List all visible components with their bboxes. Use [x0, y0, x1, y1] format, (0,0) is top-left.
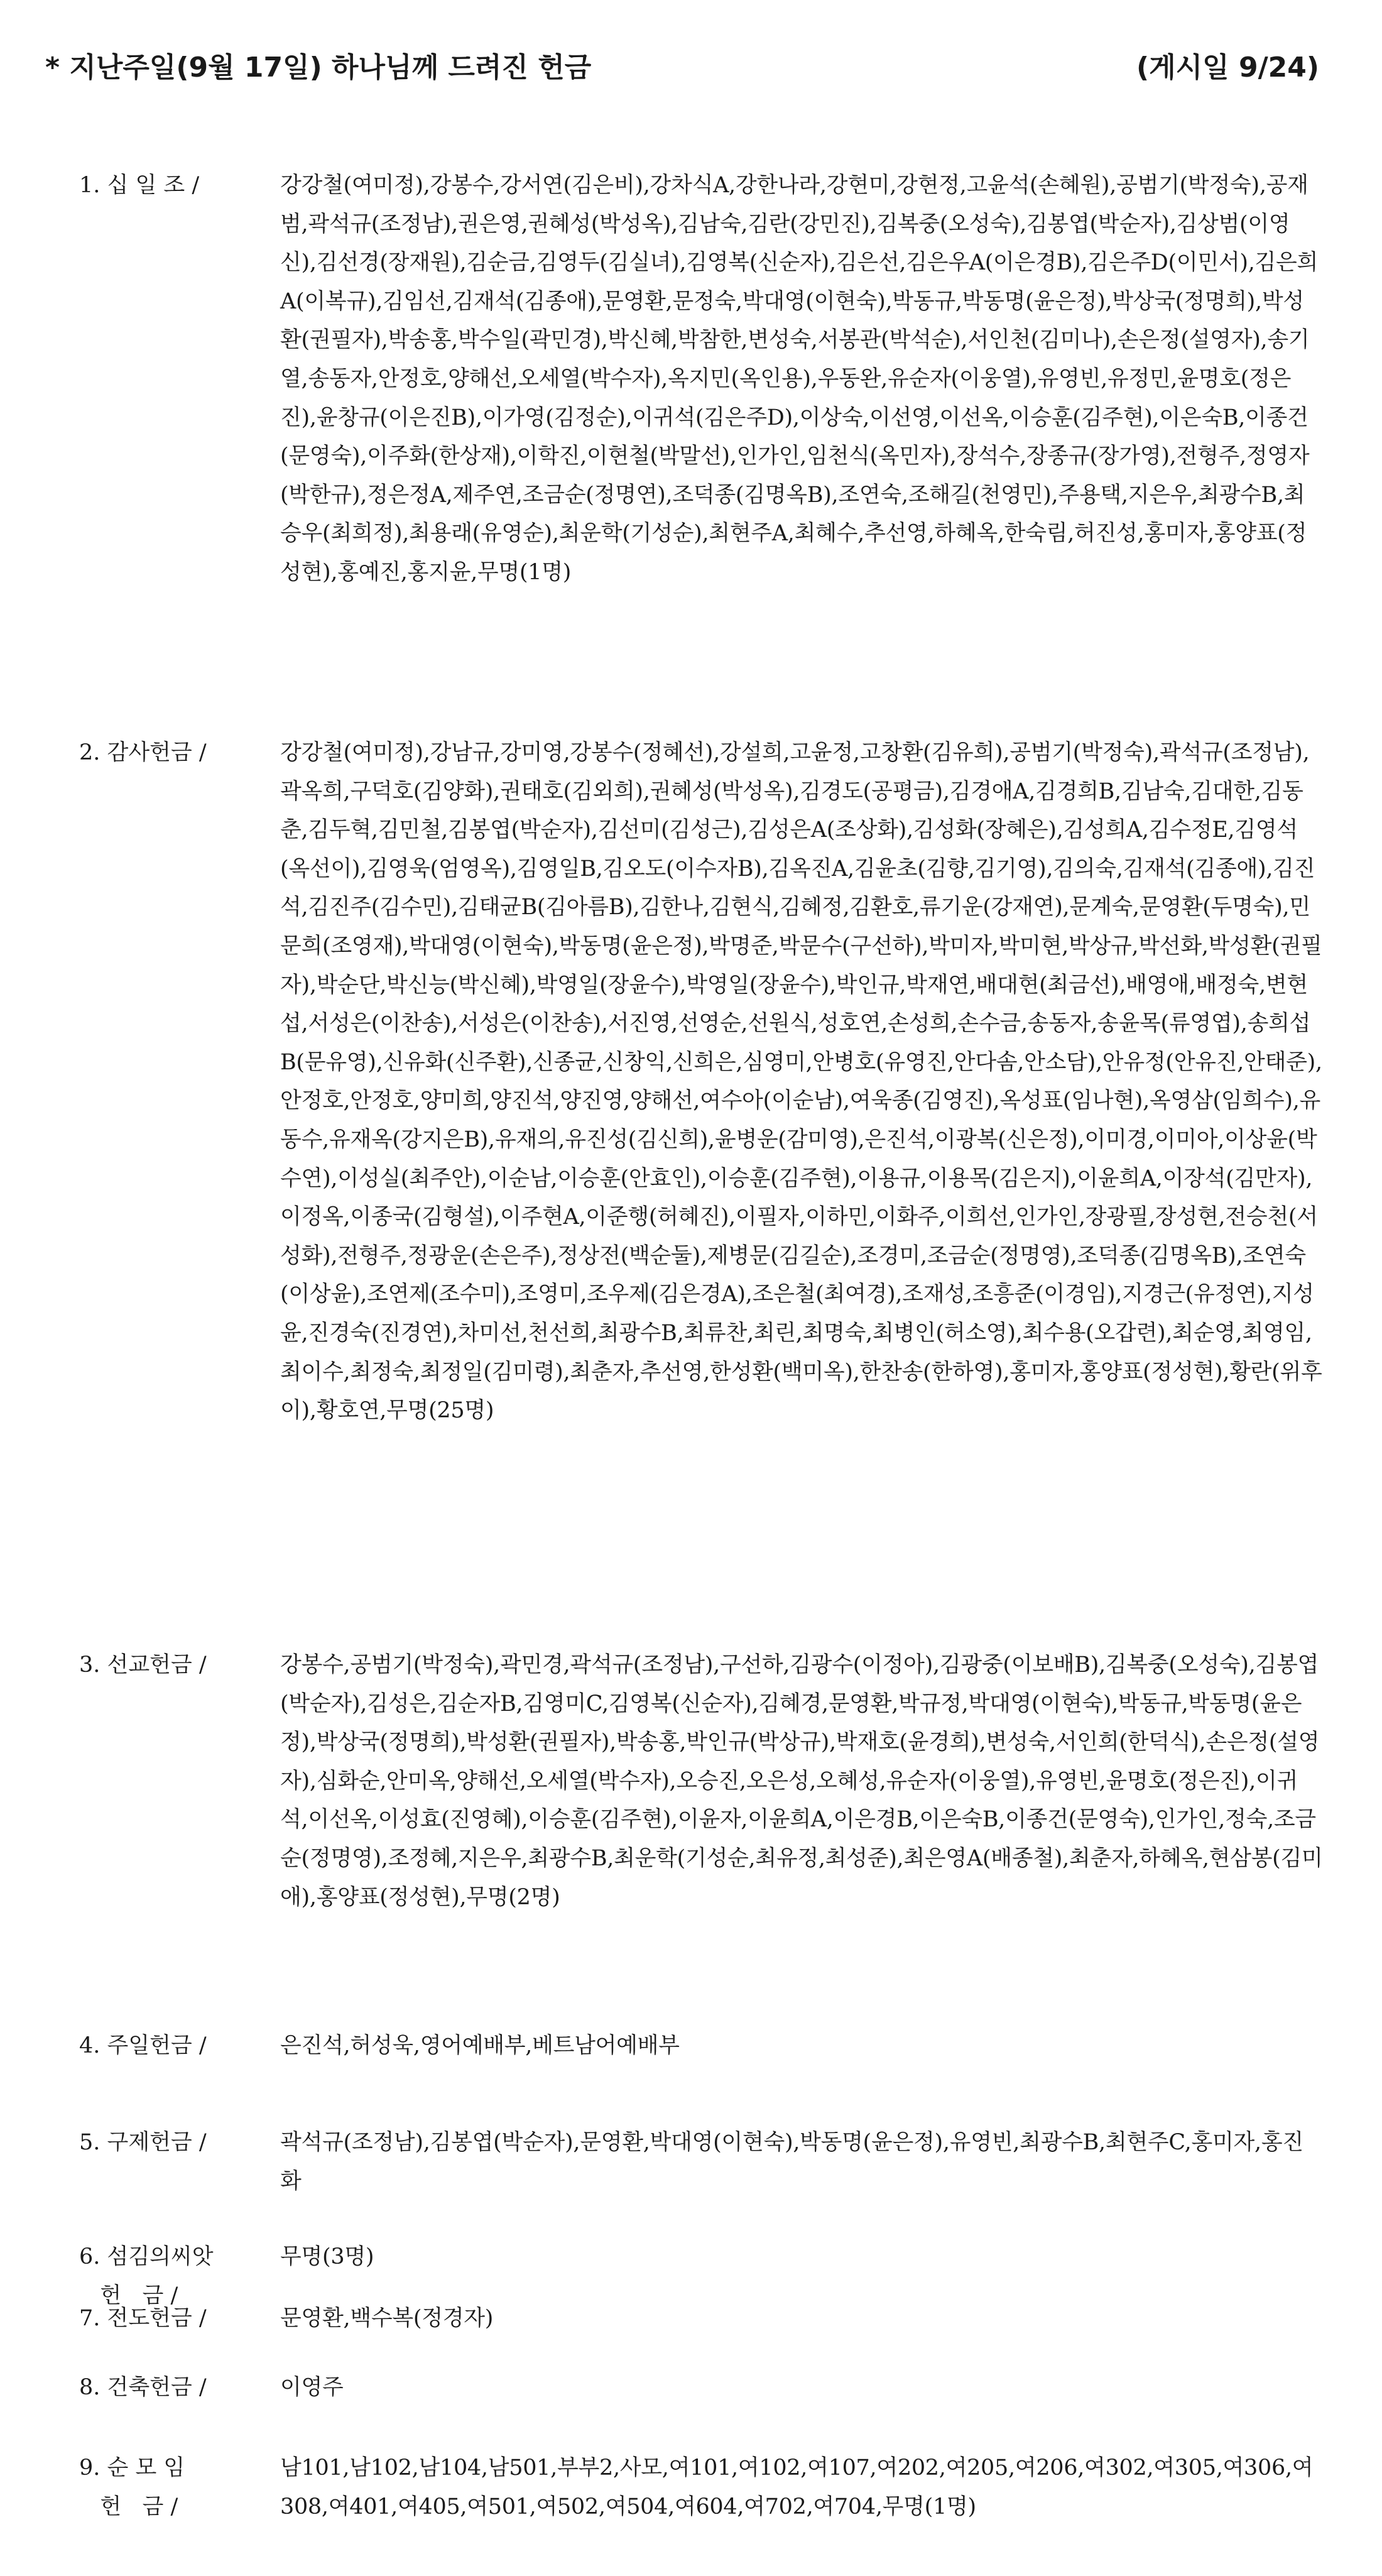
section-label: 8. 건축헌금 / [79, 2375, 207, 2400]
section-names: 남101,남102,남104,남501,부부2,사모,여101,여102,여107,여202,여205,여206,여302,여305,여306,여308,여401,여405,여501,여502,여504,여604,여702,여704,무명(1명) [280, 2455, 1314, 2519]
section-names: 은진석,허성욱,영어예배부,베트남어예배부 [280, 2033, 680, 2058]
notice-title: * 지난주일(9월 17일) 하나님께 드려진 헌금 [45, 52, 592, 84]
section-label: 5. 구제헌금 / [79, 2130, 207, 2155]
section-label: 9. 순 모 임 헌 금 / [79, 2455, 185, 2519]
section-names: 강강철(여미정),강봉수,강서연(김은비),강차식A,강한나라,강현미,강현정,고윤석(손혜원),공범기(박정숙),공재범,곽석규(조정남),권은영,권혜성(박성옥),김남숙,김란(강민진),김복중(오성숙),김봉엽(박순자),김상범(이영신),김선경(장재원),김순금,김영두(김실녀),김영복(신순자),김은선,김은우A(이은경B),김은주D(이민서),김은희A(이복규),김임선,김재석(김종애),문영환,문정숙,박대영(이현숙),박동규,박동명(윤은정),박상국(정명희),박성환(권필자),박송홍,박수일(곽민경),박신혜,박참한,변성숙,서봉관(박석순),서인천(김미나),손은정(설영자),송기열,송동자,안정호,양해선,오세열(박수자),옥지민(옥인용),우동완,유순자(이웅열),유영빈,유정민,윤명호(정은진),윤창규(이은진B),이가영(김정순),이귀석(김은주D),이상숙,이선영,이선옥,이승훈(김주현),이은숙B,이종건(문영숙),이주화(한상재),이학진,이현철(박말선),인가인,임천식(옥민자),장석수,장종규(장가영),전형주,정영자(박한규),정은정A,제주연,조금순(정명연),조덕종(김명옥B),조연숙,조해길(천영민),주용택,지은우,최광수B,최승우(최희정),최용래(유영순),최운학(기성순),최현주A,최혜수,추선영,하혜옥,한숙림,허진성,홍미자,홍양표(정성현),홍예진,홍지윤,무명(1명) [280, 173, 1319, 585]
section-label: 1. 십 일 조 / [79, 173, 200, 198]
section-label: 4. 주일헌금 / [79, 2033, 207, 2058]
section-label: 3. 선교헌금 / [79, 1652, 207, 1678]
post-date: (게시일 9/24) [1136, 52, 1319, 84]
section-names: 이영주 [280, 2375, 344, 2400]
section-label: 2. 감사헌금 / [79, 740, 207, 765]
section-label: 6. 섬김의씨앗 헌 금 / [79, 2244, 214, 2308]
section-names: 강봉수,공범기(박정숙),곽민경,곽석규(조정남),구선하,김광수(이정아),김광중(이보배B),김복중(오성숙),김봉엽(박순자),김성은,김순자B,김영미C,김영복(신순자),김혜경,문영환,박규정,박대영(이현숙),박동규,박동명(윤은정),박상국(정명희),박성환(권필자),박송홍,박인규(박상규),박재호(윤경희),변성숙,서인희(한덕식),손은정(설영자),심화순,안미옥,양해선,오세열(박수자),오승진,오은성,오혜성,유순자(이웅열),유영빈,윤명호(정은진),이귀석,이선옥,이성효(진영혜),이승훈(김주현),이윤자,이윤희A,이은경B,이은숙B,이종건(문영숙),인가인,정숙,조금순(정명영),조정혜,지은우,최광수B,최운학(기성순,최유정,최성준),최은영A(배종철),최춘자,하혜옥,현삼봉(김미애),홍양표(정성현),무명(2명) [280, 1652, 1323, 1910]
section-names: 강강철(여미정),강남규,강미영,강봉수(정혜선),강설희,고윤정,고창환(김유희),공범기(박정숙),곽석규(조정남),곽옥희,구덕호(김양화),권태호(김외희),권혜성(박성옥),김경도(공평금),김경애A,김경희B,김남숙,김대한,김동춘,김두혁,김민철,김봉엽(박순자),김선미(김성근),김성은A(조상화),김성화(장혜은),김성희A,김수정E,김영석(옥선이),김영욱(엄영옥),김영일B,김오도(이수자B),김옥진A,김윤초(김향,김기영),김의숙,김재석(김종애),김진석,김진주(김수민),김태균B(김아름B),김한나,김현식,김혜정,김환호,류기운(강재연),문계숙,문영환(두명숙),민문희(조영재),박대영(이현숙),박동명(윤은정),박명준,박문수(구선하),박미자,박미현,박상규,박선화,박성환(권필자),박순단,박신능(박신혜),박영일(장윤수),박영일(장윤수),박인규,박재연,배대현(최금선),배영애,배정숙,변현섭,서성은(이찬송),서성은(이찬송),서진영,선영순,선원식,성호연,손성희,손수금,송동자,송윤목(류영엽),송희섭B(문유영),신유화(신주환),신종균,신창익,신희은,심영미,안병호(유영진,안다솜,안소담),안유정(안유진,안태준),안정호,안정호,양미희,양진석,양진영,양해선,여수아(이순남),여욱종(김영진),옥성표(임나현),옥영삼(임희수),유동수,유재옥(강지은B),유재의,유진성(김신희),윤병운(감미영),은진석,이광복(신은정),이미경,이미아,이상윤(박수연),이성실(최주안),이순남,이승훈(안효인),이승훈(김주현),이용규,이용목(김은지),이윤희A,이장석(김만자),이정옥,이종국(김형설),이주현A,이준행(허혜진),이필자,이하민,이화주,이희선,인가인,장광필,장성현,전승천(서성화),전형주,정광운(손은주),정상전(백순둘),제병문(김길순),조경미,조금순(정명영),조덕종(김명옥B),조연숙(이상윤),조연제(조수미),조영미,조우제(김은경A),조은철(최여경),조재성,조흥준(이경임),지경근(유정연),지성윤,진경숙(진경연),차미선,천선희,최광수B,최류찬,최린,최명숙,최병인(허소영),최수용(오갑련),최순영,최영임,최이수,최정숙,최정일(김미령),최춘자,추선영,한성환(백미옥),한찬송(한하영),홍미자,홍양표(정성현),황란(위후이),황호연,무명(25명) [280, 740, 1322, 1424]
section-names: 무명(3명) [280, 2244, 374, 2269]
section-label: 7. 전도헌금 / [79, 2306, 207, 2331]
section-names: 문영환,백수복(정경자) [280, 2306, 494, 2331]
notice-header [45, 43, 1319, 93]
section-names: 곽석규(조정남),김봉엽(박순자),문영환,박대영(이현숙),박동명(윤은정),유영빈,최광수B,최현주C,홍미자,홍진화 [280, 2130, 1303, 2194]
